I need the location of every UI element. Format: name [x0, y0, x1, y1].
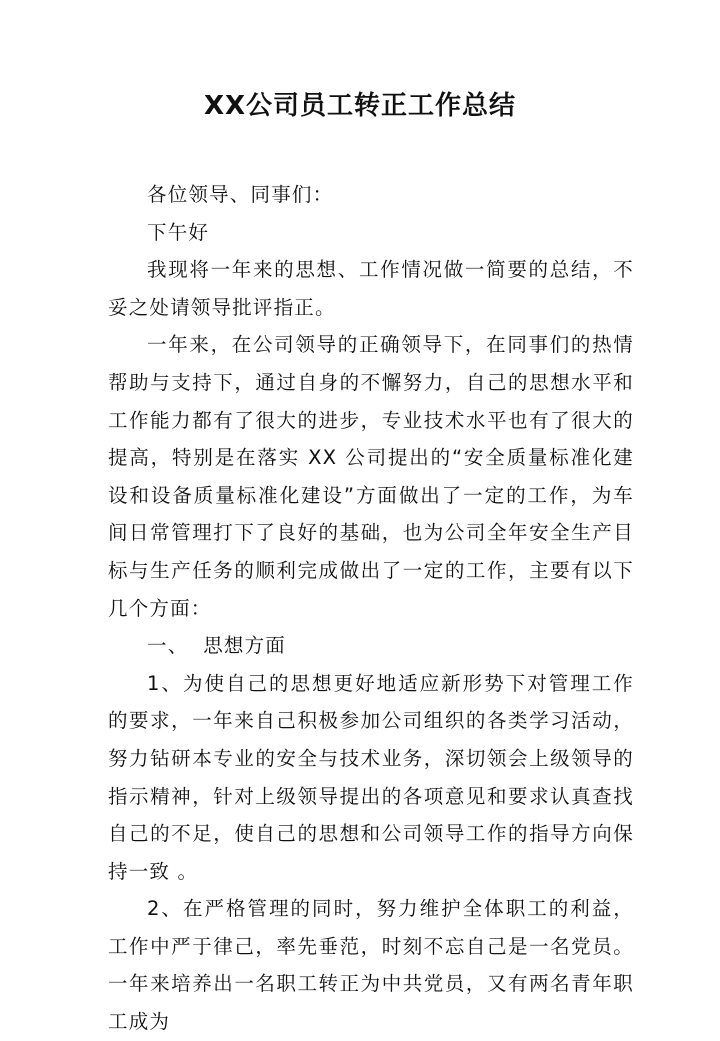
section-heading: 一、 思想方面: [147, 634, 286, 658]
paragraph-intro: 我现将一年来的思想、工作情况做一简要的总结，不妥之处请领导批评指正。: [108, 258, 634, 319]
document-body: [108, 176, 634, 1041]
greeting: 下午好: [147, 220, 210, 244]
document-title: XX公司员工转正工作总结: [203, 91, 517, 121]
salutation: 各位领导、同事们：: [147, 183, 334, 206]
paragraph-overview: 一年来，在公司领导的正确领导下，在同事们的热情帮助与支持下，通过自身的不懈努力，自己的思想水平和工作能力都有了很大的进步，专业技术水平也有了很大的提高，特别是在落实 XX 公司提出的“安全质量标准化建设和设备质量标准化建设”方面做出了一定的工作，为车间日常管理打下了良好的基础，也为公司全年安全生产目标与生产任务的顺利完成做出了一定的工作，主要有以下几个方面：: [108, 333, 634, 620]
list-item-1: 1、为使自己的思想更好地适应新形势下对管理工作的要求，一年来自己积极参加公司组织的各类学习活动，努力钻研本专业的安全与技术业务，深切领会上级领导的指示精神，针对上级领导提出的各项意见和要求认真查找自己的不足，使自己的思想和公司领导工作的指导方向保持一致 。: [108, 671, 634, 883]
list-item-2: 2、在严格管理的同时，努力维护全体职工的利益，工作中严于律己，率先垂范，时刻不忘自己是一名党员。一年来培养出一名职工转正为中共党员，又有两名青年职工成为: [108, 897, 634, 1034]
